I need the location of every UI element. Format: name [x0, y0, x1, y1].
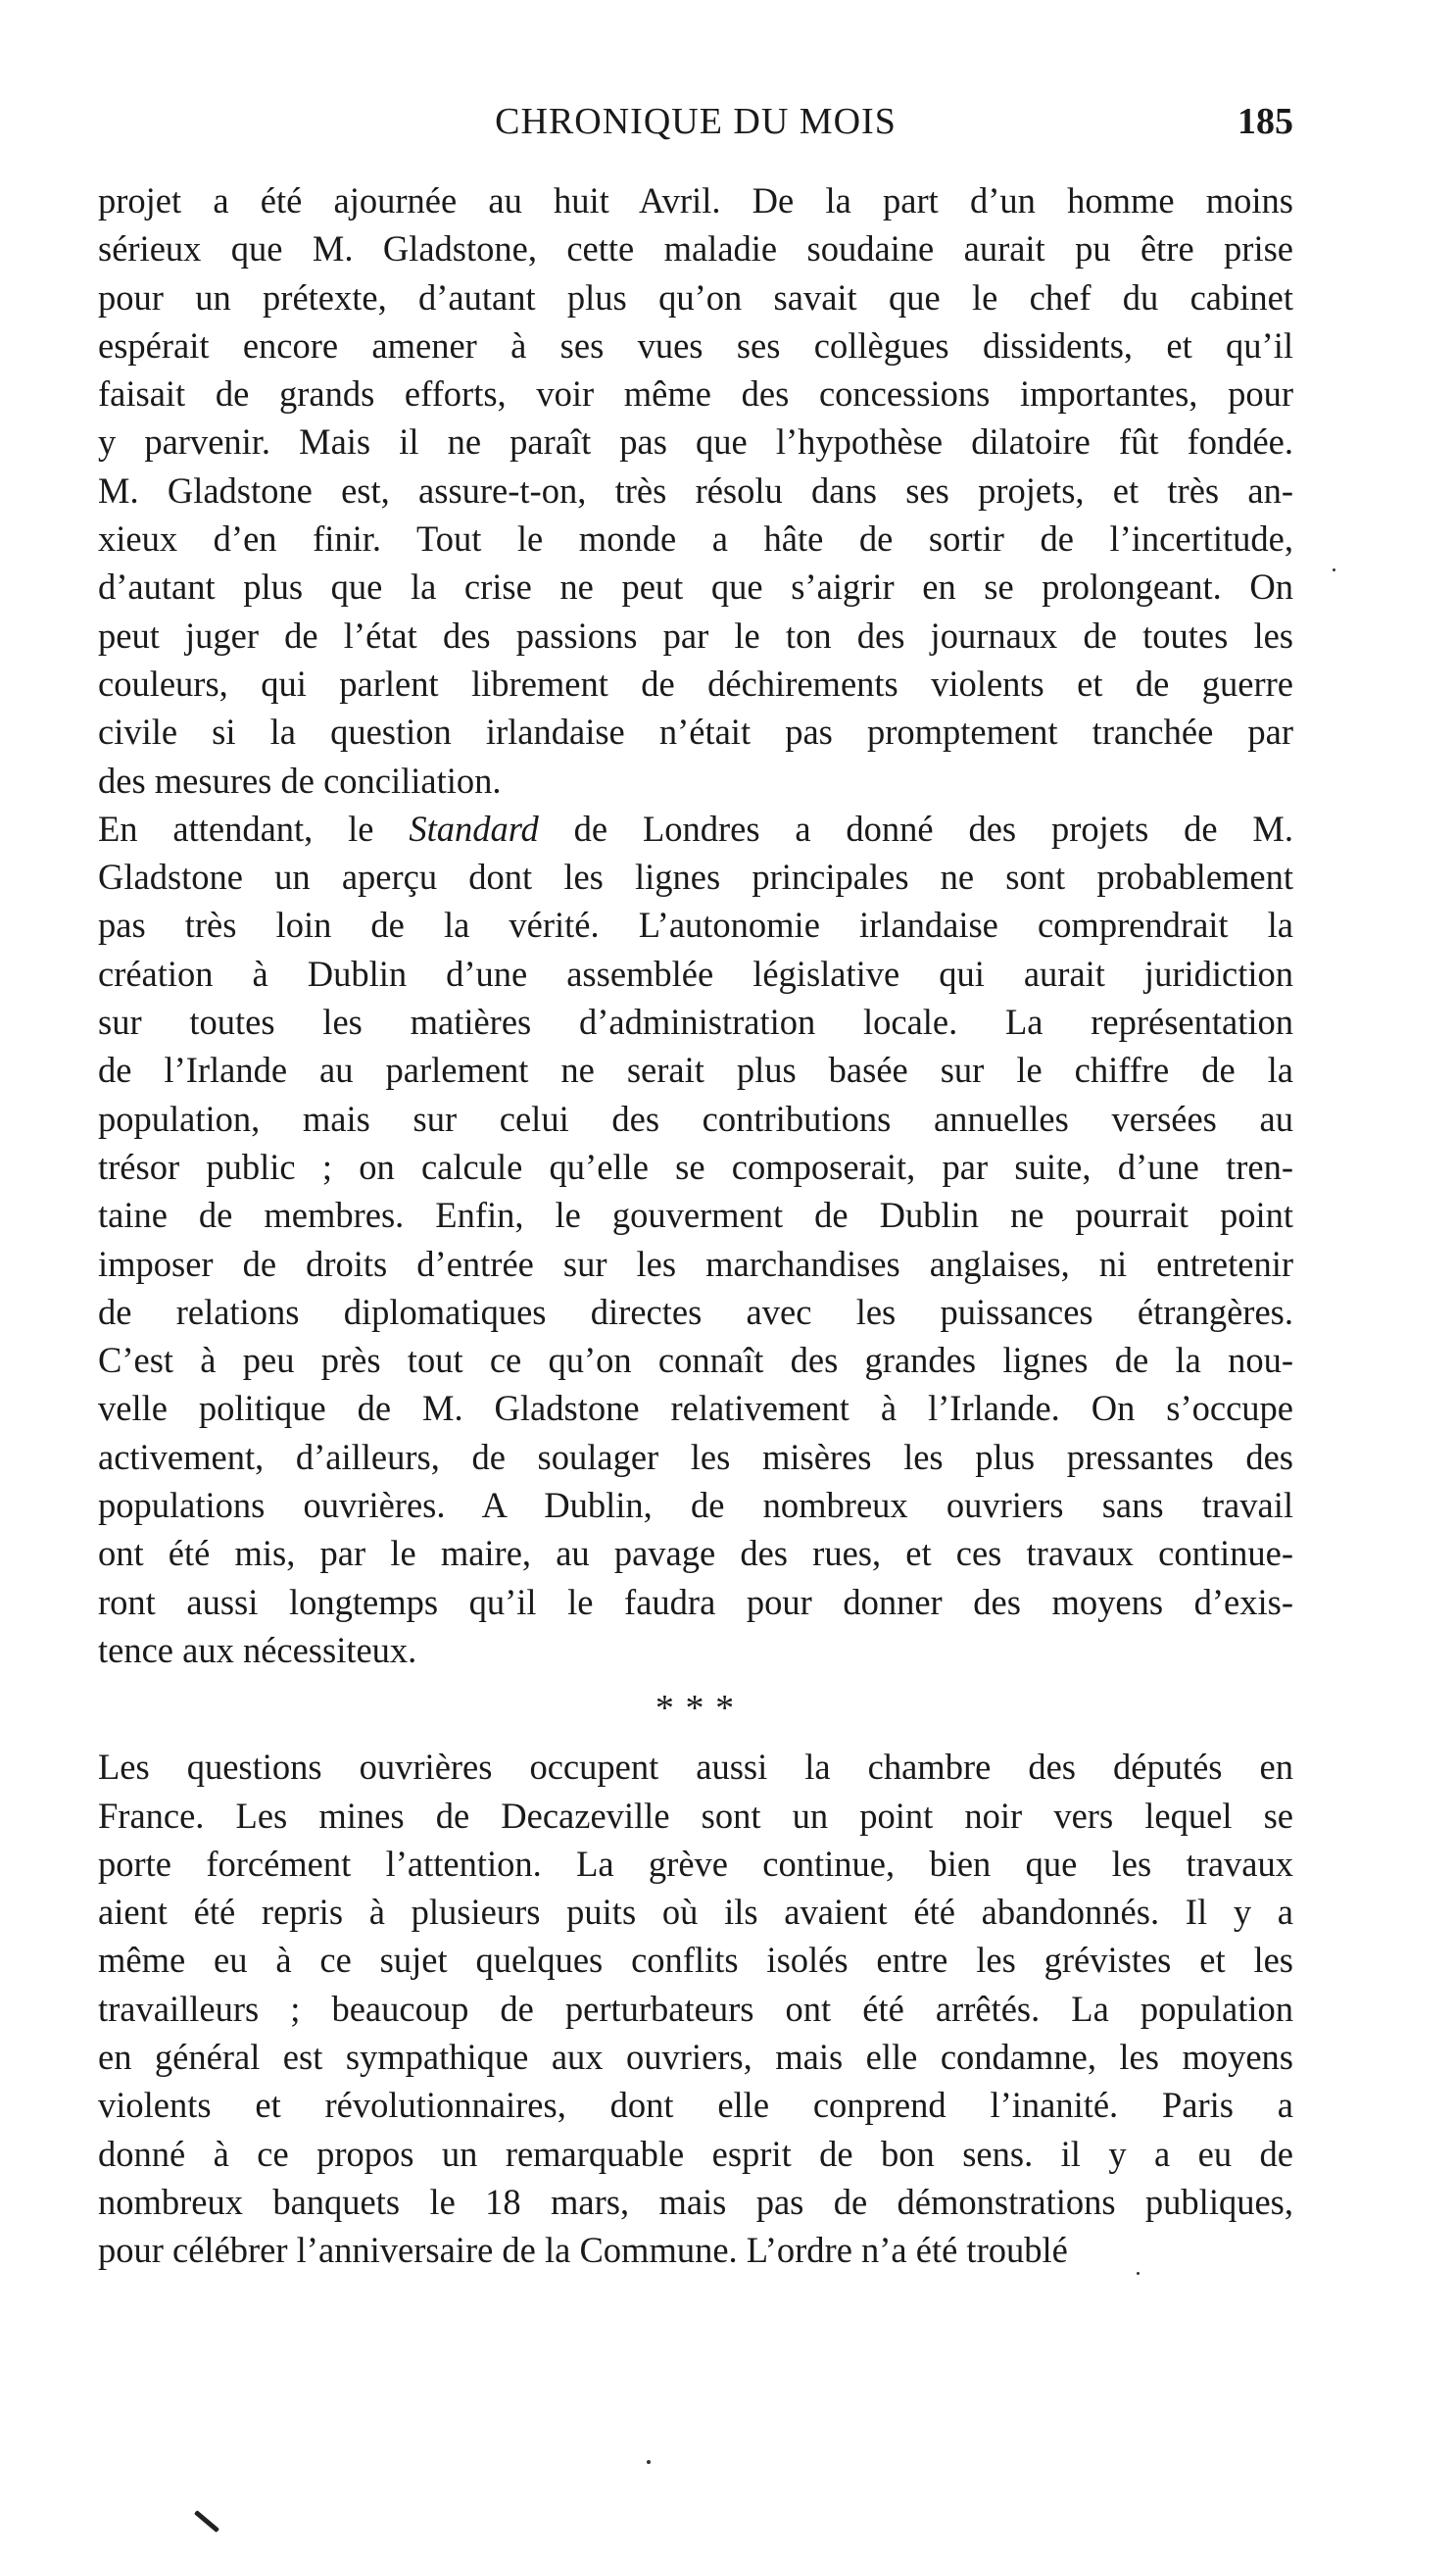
text-line: donné à ce propos un remarquable esprit de bon sens. il y a eu de: [98, 2133, 1293, 2174]
text-line: de relations diplomatiques directes avec les puissances étrangères.: [98, 1291, 1293, 1332]
text-line: France. Les mines de Decazeville sont un point noir vers lequel se: [98, 1795, 1293, 1836]
text-line: porte forcément l’attention. La grève continue, bien que les travaux: [98, 1843, 1293, 1884]
text-line: de l’Irlande au parlement ne serait plus basée sur le chiffre de la: [98, 1050, 1293, 1091]
text-line: C’est à peu près tout ce qu’on connaît des grandes lignes de la nou-: [98, 1340, 1293, 1381]
ink-mark: [194, 2510, 219, 2533]
text-line: couleurs, qui parlent librement de déchirements violents et de guerre: [98, 663, 1293, 704]
running-title: CHRONIQUE DU MOIS: [495, 101, 897, 142]
text-line: activement, d’ailleurs, de soulager les misères les plus pressantes des: [98, 1436, 1293, 1477]
text-line: violents et révolutionnaires, dont elle conprend l’inanité. Paris a: [98, 2085, 1293, 2126]
text-line: velle politique de M. Gladstone relativement à l’Irlande. On s’occupe: [98, 1388, 1293, 1429]
text-line: Gladstone un aperçu dont les lignes principales ne sont probablement: [98, 857, 1293, 898]
text-line: En attendant, le Standard de Londres a donné des projets de M.: [98, 808, 1293, 849]
text-line: faisait de grands efforts, voir même des concessions importantes, pour: [98, 373, 1293, 415]
text-line: civile si la question irlandaise n’était pas promptement tranchée par: [98, 712, 1293, 753]
text-line: ront aussi longtemps qu’il le faudra pour donner des moyens d’exis-: [98, 1581, 1293, 1622]
text-line: imposer de droits d’entrée sur les marchandises anglaises, ni entretenir: [98, 1243, 1293, 1284]
text-line: tence aux nécessiteux.: [98, 1629, 417, 1670]
text-line: peut juger de l’état des passions par le ton des journaux de toutes les: [98, 615, 1293, 656]
text-line: pour célébrer l’anniversaire de la Commune. L’ordre n’a été troublé: [98, 2230, 1068, 2271]
text-line: création à Dublin d’une assemblée législative qui aurait juridiction: [98, 953, 1293, 994]
text-line: trésor public ; on calcule qu’elle se composerait, par suite, d’une tren-: [98, 1146, 1293, 1187]
text-line: Les questions ouvrières occupent aussi la chambre des députés en: [98, 1747, 1293, 1788]
text-line: nombreux banquets le 18 mars, mais pas de démonstrations publiques,: [98, 2181, 1293, 2222]
body-text: [98, 176, 1293, 2274]
speck-2: [647, 2460, 651, 2464]
paragraph-2: [98, 805, 1293, 1674]
text-line: population, mais sur celui des contributions annuelles versées au: [98, 1098, 1293, 1139]
text-line: travailleurs ; beaucoup de perturbateurs ont été arrêtés. La population: [98, 1988, 1293, 2029]
text-line: sérieux que M. Gladstone, cette maladie soudaine aurait pu être prise: [98, 228, 1293, 270]
page-number: 185: [1238, 101, 1293, 142]
text-line: pas très loin de la vérité. L’autonomie irlandaise comprendrait la: [98, 905, 1293, 946]
speck-1: [1333, 568, 1335, 571]
newspaper-title: Standard: [409, 808, 539, 849]
text-line: populations ouvrières. A Dublin, de nombreux ouvriers sans travail: [98, 1485, 1293, 1526]
line-continuation: de Londres a donné des projets de M.: [538, 808, 1293, 849]
text-line: ont été mis, par le maire, au pavage des rues, et ces travaux continue-: [98, 1533, 1293, 1574]
text-line: des mesures de conciliation.: [98, 760, 502, 801]
running-head: [98, 94, 1293, 149]
text-line: sur toutes les matières d’administration locale. La représentation: [98, 1002, 1293, 1043]
text-line: M. Gladstone est, assure-t-on, très résolu dans ses projets, et très an-: [98, 469, 1293, 511]
text-line: en général est sympathique aux ouvriers, mais elle condamne, les moyens: [98, 2036, 1293, 2077]
text-line: taine de membres. Enfin, le gouverment de Dublin ne pourrait point: [98, 1195, 1293, 1236]
text-line: projet a été ajournée au huit Avril. De la part d’un homme moins: [98, 180, 1293, 221]
text-line: y parvenir. Mais il ne paraît pas que l’hypothèse dilatoire fût fondée.: [98, 421, 1293, 463]
section-asterism: * * *: [655, 1688, 737, 1730]
text-line: aient été repris à plusieurs puits où ils avaient été abandonnés. Il y a: [98, 1892, 1293, 1933]
text-line: d’autant plus que la crise ne peut que s’aigrir en se prolongeant. On: [98, 567, 1293, 608]
text-line: espérait encore amener à ses vues ses collègues dissidents, et qu’il: [98, 324, 1293, 366]
text-line: xieux d’en finir. Tout le monde a hâte de sortir de l’incertitude,: [98, 518, 1293, 560]
paragraph-3: [98, 1743, 1293, 2274]
paragraph-1: [98, 176, 1293, 805]
text-line: pour un prétexte, d’autant plus qu’on savait que le chef du cabinet: [98, 276, 1293, 318]
text-line: même eu à ce sujet quelques conflits isolés entre les grévistes et les: [98, 1940, 1293, 1981]
speck-3: [1137, 2272, 1140, 2275]
